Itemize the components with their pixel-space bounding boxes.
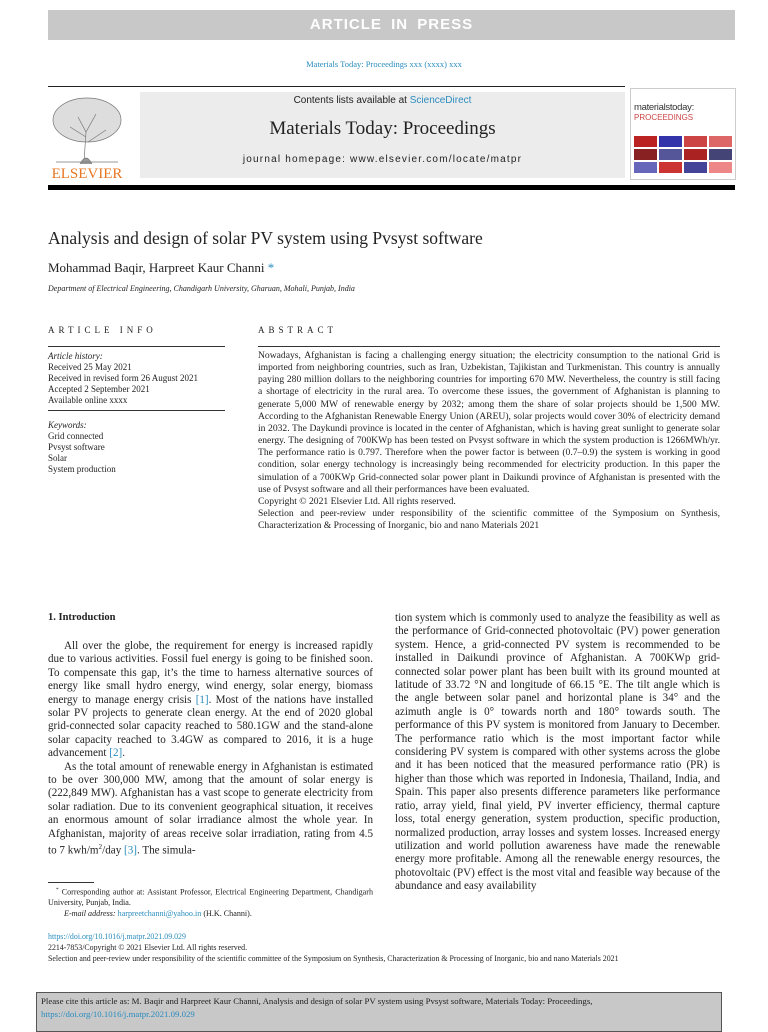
divider: [48, 86, 625, 87]
history-item: Received in revised form 26 August 2021: [48, 373, 198, 383]
email-suffix: (H.K. Channi).: [201, 909, 252, 919]
citation-text: Please cite this article as: M. Baqir and Harpreet Kaur Channi, Analysis and design of solar PV system using Pvsyst software, Materials Today: Proceedings,: [41, 996, 593, 1006]
cover-subtitle: PROCEEDINGS: [634, 113, 694, 122]
journal-homepage[interactable]: journal homepage: www.elsevier.com/locate/matpr: [242, 154, 523, 165]
citation-box: [36, 992, 722, 1032]
right-column: [395, 612, 720, 894]
text: /day: [102, 844, 125, 857]
journal-header-box: [140, 92, 625, 178]
doi-block: [48, 931, 728, 965]
abstract-heading: ABSTRACT: [258, 325, 338, 335]
text: All over the globe, the requirement for energy is increased rapidly due to various activities. Fossil fuel energy is going to be finished soon. To compensate this gap, it’s the time to harness alternative sources of energy like small hydro energy, wind energy, solar energy, biomass energy to manage energy crisis: [48, 640, 373, 706]
peer-review-note: Selection and peer-review under responsibility of the scientific committee of the Symposium on Synthesis, Characterization & Processing of Inorganic, bio and nano Materials 2021: [48, 954, 619, 964]
footnote-body: Corresponding author at: Assistant Professor, Electrical Engineering Department, Chandigarh University, Punjab, India.: [48, 887, 373, 908]
elsevier-tree-icon: [48, 92, 126, 180]
keywords: [48, 420, 228, 475]
email-label: E-mail address:: [64, 909, 118, 919]
text: . Most of the nations have installed solar PV projects to generate clean energy. At the end of 2020 global grid-connected solar capacity reached to 580.1GW and the stand-alone solar capacity reached to 3.4GW as compared to 2016, it is a huge advancement: [48, 693, 373, 760]
contents-line: [140, 95, 625, 106]
paragraph: [48, 640, 373, 761]
sciencedirect-link[interactable]: ScienceDirect: [409, 95, 472, 106]
text: . The simula-: [136, 844, 196, 857]
keyword: System production: [48, 464, 116, 474]
keyword: Grid connected: [48, 431, 104, 441]
keyword: Pvsyst software: [48, 442, 105, 452]
divider: [48, 410, 225, 411]
history-item: Received 25 May 2021: [48, 362, 132, 372]
citation-doi-link[interactable]: https://doi.org/10.1016/j.matpr.2021.09.029: [41, 1008, 195, 1019]
email-link[interactable]: harpreetchanni@yahoo.in: [117, 909, 202, 919]
text: .: [122, 747, 126, 760]
email-line: [48, 909, 373, 920]
elsevier-logo: [48, 92, 126, 180]
cover-mosaic: [634, 136, 732, 173]
doi-link[interactable]: https://doi.org/10.1016/j.matpr.2021.09.029: [48, 932, 186, 941]
abstract: [258, 350, 720, 532]
abstract-peer-review: Selection and peer-review under responsibility of the scientific committee of the Symposium on Synthesis, Characterization & Processing of Inorganic, bio and nano Materials 2021: [258, 508, 720, 532]
article-title: Analysis and design of solar PV system using Pvsyst software: [48, 228, 483, 248]
footnote-text: [48, 885, 373, 909]
history-item: Available online xxxx: [48, 395, 128, 405]
citation-link[interactable]: [2]: [109, 747, 123, 760]
authors: [48, 260, 274, 276]
svg-text:ELSEVIER: ELSEVIER: [51, 166, 123, 180]
divider: [258, 346, 720, 347]
history-item: Accepted 2 September 2021: [48, 384, 150, 394]
footnote-divider: [48, 882, 94, 883]
journal-cover-image: [630, 88, 736, 180]
citation-link[interactable]: [1]: [195, 693, 209, 706]
affiliation: Department of Electrical Engineering, Chandigarh University, Gharuan, Mohali, Punjab, India: [48, 284, 355, 293]
paragraph: tion system which is commonly used to analyze the feasibility as well as the performance of Grid-connected photovoltaic (PV) power generation system. Hence, a grid-connected PV system is recommended to be installed in Daikundi province of Afghanistan. A 700KWp grid-connected solar power plant has been built with its ground mounted at latitude of 33.72 °N and longitude of 66.15 °E. The tilt angle which is the angle between solar panel and horizontal plane is 34° and the azimuth angle is 0° towards north and 180° towards south. The performance of this PV system is monitored from January to December. The performance ratio which is the most important factor while considering PV system is compared with other systems across the globe and it has been noticed that the measured performance ratio (PR) is higher than those which was reported in Indonesia, Thailand, India, and Spain. This paper also presents difference parameters like performance ratio, array yield, final yield, PV inverter efficiency, thermal capture loss, total energy generation, system production, specific production, normalized production, array losses and system losses. Increased energy utilization and world pollution awareness have made the renewable energy more profitable. Among all the renewable energy resources, the photovoltaic (PV) effect is the most vital and feasible way because of the abundance and easy availability: [395, 612, 720, 893]
journal-reference-link[interactable]: Materials Today: Proceedings xxx (xxxx) xxx: [306, 59, 462, 69]
abstract-copyright: Copyright © 2021 Elsevier Ltd. All rights reserved.: [258, 495, 456, 507]
divider: [48, 346, 225, 347]
section-heading-introduction: 1. Introduction: [48, 612, 116, 623]
left-column: [48, 640, 373, 858]
journal-title: Materials Today: Proceedings: [269, 118, 496, 139]
keyword: Solar: [48, 453, 67, 463]
header-divider: [48, 185, 735, 190]
history-label: Article history:: [48, 351, 103, 361]
article-info-heading: ARTICLE INFO: [48, 325, 157, 335]
corresponding-author-mark[interactable]: *: [267, 260, 275, 275]
cover-title: materialstoday:: [634, 102, 694, 113]
author-names: Mohammad Baqir, Harpreet Kaur Channi: [48, 260, 265, 275]
paragraph: [48, 761, 373, 859]
abstract-text: Nowadays, Afghanistan is facing a challenging energy situation; the electricity consumption to the national Grid is imported from neighboring countries, such as Iran, Uzbekistan, Tajikistan and Turkmenistan. This country is annually paying 280 million dollars to the neighboring countries for importing 670 MW. Nevertheless, the country is still facing a shortage of electricity in the rural area. To overcome these issues, the government of Afghanistan is planning to generate 5,000 MW of renewable energy by 2032; among them the share of solar projects should be 1,500 MW. According to the Afghanistan Renewable Energy Union (AREU), solar projects would cover 30% of electricity demand in 2032. The Daykundi province is located in the center of Afghanistan, which is having great sunlight to generate solar energy. The designing of 700KWp has been tested on Pvsyst software in which the system production is 1266MWh/yr. The performance ratio is 0.797. Therefore when the power factor is between (0.7–0.9) the system is working in good condition, solar energy technology is increasingly being recommended for electricity production. In this paper the simulation of a 700KWp Grid-connected solar power plant in Daikundi province of Afghanistan is presented with the use of Pvsyst software and all their performances have been evaluated.: [258, 350, 720, 495]
footnote: [48, 885, 373, 920]
footnote-mark: *: [56, 887, 59, 893]
article-in-press-banner: ARTICLE IN PRESS: [48, 10, 735, 40]
keywords-label: Keywords:: [48, 420, 87, 430]
article-history: [48, 351, 228, 406]
citation-link[interactable]: [3]: [124, 844, 137, 857]
text: As the total amount of renewable energy in Afghanistan is estimated to be over 300,000 MW, among that the amount of solar energy is (222,849 MW). Afghanistan has a vast scope to generate electricity from solar radiation. Due to its convenient geographical situation, it receives an enormous amount of solar irradiance almost the whole year. In Afghanistan, majority of areas receive solar irradiation, rating from 4.5 to 7 kwh/m: [48, 760, 373, 857]
superscript: 2: [98, 843, 103, 852]
issn-copyright: 2214-7853/Copyright © 2021 Elsevier Ltd. All rights reserved.: [48, 943, 248, 953]
contents-text: Contents lists available at: [293, 95, 410, 106]
